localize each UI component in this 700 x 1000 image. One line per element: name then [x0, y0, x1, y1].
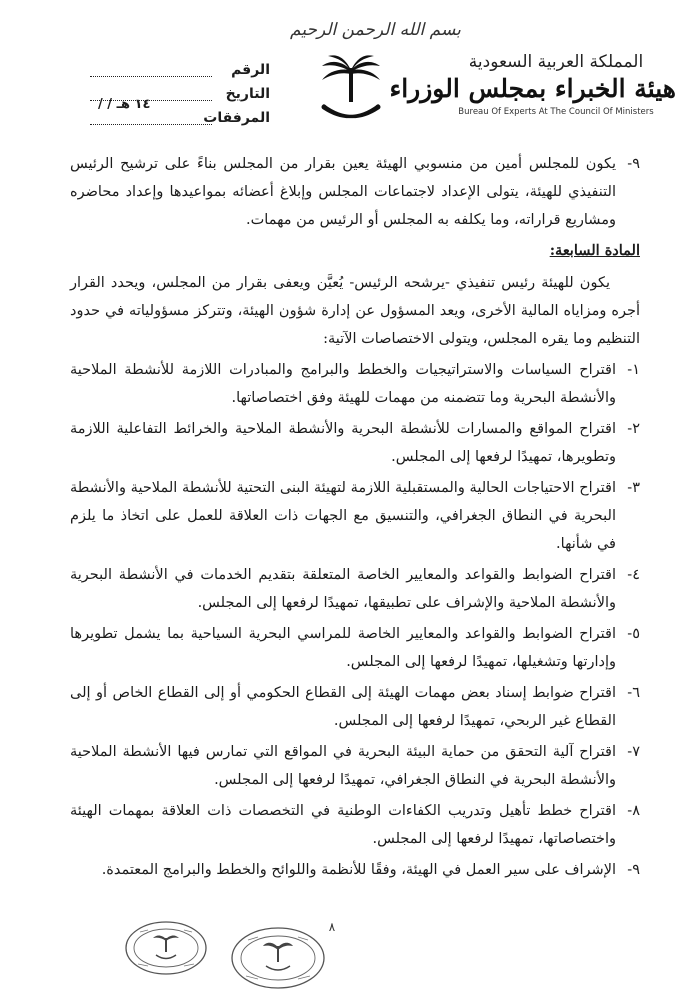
item-number: ٣- — [627, 480, 640, 496]
article-heading: المادة السابعة: — [549, 242, 640, 259]
list-item — [70, 150, 640, 234]
item-text: الإشراف على سير العمل في الهيئة، وفقًا للأنظمة واللوائح والخطط والبرامج المعتمدة. — [101, 862, 616, 878]
item-number: ٨- — [627, 803, 640, 819]
date-value: / / ١٤ هـ — [98, 97, 151, 112]
item-number: ٩- — [627, 862, 640, 878]
item-number: ٢- — [627, 421, 640, 437]
item-text: اقتراح خطط تأهيل وتدريب الكفاءات الوطنية في التخصصات ذات العلاقة بمهمات الهيئة واختصاصاتها، تمهيدًا لرفعها إلى المجلس. — [70, 803, 616, 847]
country-name: المملكة العربية السعودية — [468, 52, 644, 72]
organization-name-english: Bureau Of Experts At The Council Of Ministers — [458, 107, 654, 117]
item-text: اقتراح الضوابط والقواعد والمعايير الخاصة للمراسي البحرية السياحية بما يشمل تطويرها وإدارتها وتشغيلها، تمهيدًا لرفعها إلى المجلس. — [70, 626, 616, 670]
attachments-line — [90, 124, 212, 125]
list-item — [70, 797, 640, 853]
list-item — [70, 738, 640, 794]
official-seal-icon — [228, 924, 328, 992]
organization-letterhead — [389, 52, 676, 117]
saudi-emblem-palm-swords-icon — [316, 54, 386, 126]
reference-number-line — [90, 76, 212, 77]
item-number: ٦- — [627, 685, 640, 701]
item-number: ١- — [627, 362, 640, 378]
organization-name: هيئة الخبراء بمجلس الوزراء — [389, 74, 676, 103]
list-item — [70, 620, 640, 676]
date-row — [90, 86, 270, 110]
item-text: اقتراح المواقع والمسارات للأنشطة البحرية والأنشطة الملاحية والخرائط التفاعلية اللازمة وتطويرها، تمهيدًا لرفعها إلى المجلس. — [70, 421, 616, 465]
date-line — [90, 97, 212, 112]
article-paragraph: يكون للهيئة رئيس تنفيذي -يرشحه الرئيس- يُعيَّن ويعفى بقرار من المجلس، ويحدد القرار أجره ومزاياه المالية الأخرى، ويعد المسؤول عن إدارة شؤون الهيئة، وتتركز مسؤولياته في حدود التنظيم وما يقره المجلس، ويتولى الاختصاصات الآتية: — [70, 275, 640, 347]
list-item — [70, 415, 640, 471]
item-text: يكون للمجلس أمين من منسوبي الهيئة يعين بقرار من المجلس بناءً على ترشيح الرئيس التنفيذي للهيئة، يتولى الإعداد لاجتماعات المجلس وإبلاغ أعضائه بمواعيدها وإعداد محاضره ومشاريع قراراته، وما يكلفه به المجلس أو الرئيس من مهمات. — [70, 156, 616, 228]
attachments-label: المرفقات — [203, 110, 270, 126]
item-text: اقتراح الاحتياجات الحالية والمستقبلية اللازمة لتهيئة البنى التحتية للأنشطة الملاحية والأنشطة البحرية في النطاق الجغرافي، والتنسيق مع الجهات ذات العلاقة للعمل على اتخاذ ما يلزم في شأنها. — [70, 480, 616, 552]
list-item — [70, 474, 640, 558]
item-number: ٧- — [627, 744, 640, 760]
item-text: اقتراح آلية التحقق من حماية البيئة البحرية في المواقع التي تمارس فيها الأنشطة الملاحية والأنشطة البحرية في النطاق الجغرافي، تمهيدًا لرفعها إلى المجلس. — [70, 744, 616, 788]
official-seal-icon — [122, 918, 210, 978]
item-number: ٤- — [627, 567, 640, 583]
item-text: اقتراح السياسات والاستراتيجيات والخطط والبرامج والمبادرات اللازمة للأنشطة الملاحية والأنشطة البحرية وما تتضمنه من مهمات للهيئة وفق اختصاصاتها. — [70, 362, 616, 406]
basmala: بسم الله الرحمن الرحيم — [290, 20, 461, 40]
reference-fields — [90, 62, 270, 134]
item-number: ٥- — [627, 626, 640, 642]
item-number: ٩- — [627, 156, 640, 172]
list-item — [70, 356, 640, 412]
item-text: اقتراح الضوابط والقواعد والمعايير الخاصة المتعلقة بتقديم الخدمات في الأنشطة البحرية والأنشطة الملاحية والإشراف على تطبيقها، تمهيدًا لرفعها إلى المجلس. — [70, 567, 616, 611]
item-text: اقتراح ضوابط إسناد بعض مهمات الهيئة إلى القطاع الحكومي أو إلى القطاع الخاص أو إلى القطاع غير الربحي، تمهيدًا لرفعها إلى المجلس. — [70, 685, 616, 729]
reference-number-label: الرقم — [231, 62, 270, 78]
list-item — [70, 561, 640, 617]
page-number: ٨ — [328, 920, 336, 934]
attachments-row — [90, 110, 270, 134]
list-item — [70, 679, 640, 735]
document-body — [70, 150, 640, 887]
list-item — [70, 856, 640, 884]
date-label: التاريخ — [225, 86, 270, 102]
reference-number-row — [90, 62, 270, 86]
